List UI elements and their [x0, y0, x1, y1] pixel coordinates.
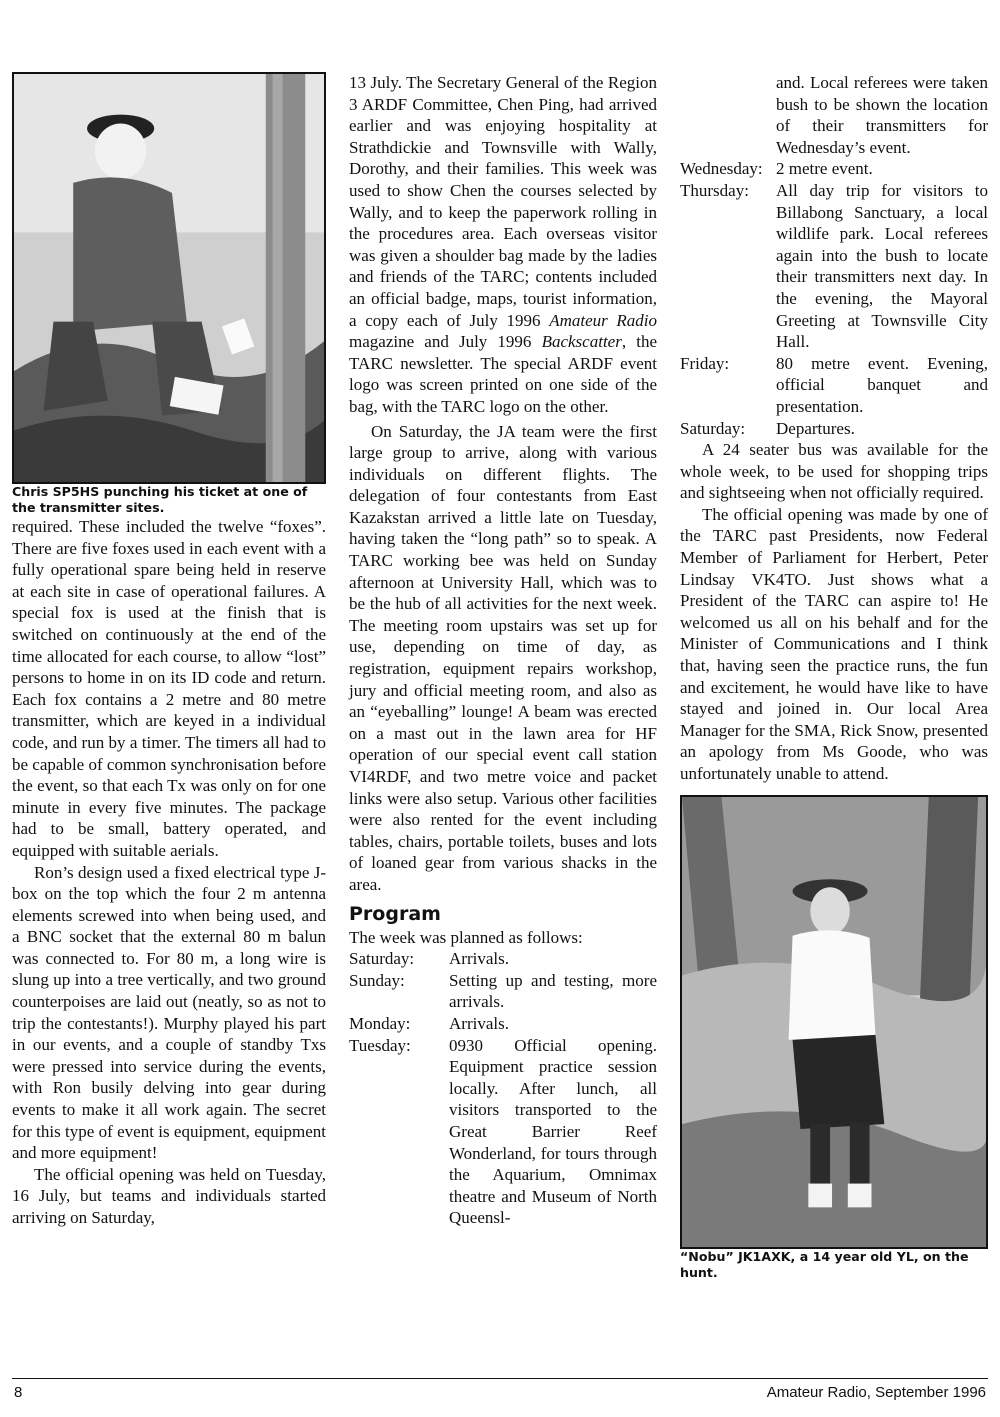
schedule-row — [680, 158, 988, 180]
paragraph: Ron’s design used a fixed electrical type J-box on the top which the four 2 m antenna elements screwed into when being used, and a BNC socket that the external 80 m balun was connected to. For 80 m, a long wire is slung up into a tree vertically, and two ground counterpoises are laid out (neatly, so as not to trip the contestants!). Murphy played his part in our events, and a couple of standby Txs were pressed into service during the events, with Ron busily delving into gear during events to make it all work again. The secret for this type of event is equipment, equipment and more equipment! — [12, 862, 326, 1163]
text-run: magazine and July 1996 — [349, 332, 542, 352]
section-heading: Program — [349, 902, 441, 925]
schedule-text: Arrivals. — [449, 949, 509, 969]
schedule-day: Saturday: — [349, 949, 415, 969]
paragraph: A 24 seater bus was available for the whole week, to be used for shopping trips and sightseeing when not officially required. — [680, 440, 988, 503]
photo-illustration — [682, 797, 986, 1247]
schedule-day: Sunday: — [349, 970, 405, 990]
column-3 — [680, 72, 988, 1281]
schedule-day: Friday: — [680, 353, 730, 373]
schedule-text: All day trip for visitors to Billabong Sanctuary, a local wildlife park. Local referees again into the bush to locate their transmitters next day. In the evening, the Mayoral Greeting at Townsville City Hall. — [776, 180, 988, 352]
schedule-row — [349, 1013, 657, 1035]
publication-title: Amateur Radio — [549, 310, 657, 330]
schedule-day: Thursday: — [680, 180, 749, 200]
photo-illustration — [14, 74, 324, 482]
photo-nobu-jk1axk — [680, 795, 988, 1249]
schedule-row — [349, 1035, 657, 1229]
paragraph — [349, 72, 657, 418]
schedule-table — [349, 948, 657, 1229]
page-footer — [12, 1378, 988, 1401]
schedule-table — [680, 158, 988, 439]
paragraph: The official opening was held on Tuesday, 16 July, but teams and individuals started arriving on Saturday, — [12, 1164, 326, 1227]
schedule-day: Saturday: — [680, 418, 746, 438]
schedule-text: Setting up and testing, more arrivals. — [449, 970, 657, 1012]
schedule-day: Tuesday: — [349, 1035, 411, 1055]
schedule-row — [680, 418, 988, 440]
schedule-text: Departures. — [776, 418, 855, 438]
schedule-day: Wednesday: — [680, 159, 763, 179]
column-1 — [12, 72, 326, 1229]
magazine-issue: Amateur Radio, September 1996 — [766, 1384, 986, 1401]
schedule-text: 2 metre event. — [776, 159, 873, 179]
publication-title: Backscatter — [541, 332, 622, 352]
schedule-row — [349, 948, 657, 970]
photo-chris-sp5hs — [12, 72, 326, 484]
schedule-row — [349, 970, 657, 1013]
schedule-row — [680, 353, 988, 418]
schedule-text: 0930 Official opening. Equipment practice session locally. After lunch, all visitors transported to the Great Barrier Reef Wonderland, for tours through the Aquarium, Omnimax theatre and Museum of North Queensl- — [449, 1035, 657, 1228]
photo-caption: Chris SP5HS punching his ticket at one of the transmitter sites. — [12, 484, 308, 515]
schedule-text: Arrivals. — [449, 1013, 509, 1033]
column-2 — [349, 72, 657, 1229]
text-run: 13 July. The Secretary General of the Region 3 ARDF Committee, Chen Ping, had arrived earlier and was enjoying hospitality at Strathdickie and Townsville with Wally, Dorothy, and their families. This week was used to show Chen the courses selected by Wally, and to keep the paperwork rolling in the procedures area. Each overseas visitor was given a shoulder bag made by the ladies and friends of the TARC; contents included an official badge, maps, tourist information, a copy each of July 1996 — [349, 73, 657, 330]
schedule-intro: The week was planned as follows: — [349, 927, 583, 947]
text-run: , the TARC newsletter. The special ARDF event logo was screen printed on one side of the bag, with the TARC logo on the other. — [349, 332, 657, 416]
paragraph: required. These included the twelve “foxes”. There are five foxes used in each event with a fully operational spare being held in reserve at each site in case of operational failures. A special fox is used at the finish that is switched on continuously at the end of the time allocated for each course, to allow “lost” persons to home in on its ID code and return. Each fox contains a 2 metre and 80 metre transmitter, which are keyed in a individual code, and run by a timer. The timers all had to be capable of common synchronisation before the event, so that each Tx was only on for one minute in every five minutes. The package had to be small, battery operated, and equipped with suitable aerials. — [12, 517, 326, 860]
paragraph: On Saturday, the JA team were the first large group to arrive, along with various individuals on different flights. The delegation of four contestants from East Kazakstan arrived a little late on Tuesday, having taken the “long path” so to speak. A TARC working bee was held on Sunday afternoon at University Hall, which was to be the hub of all activities for the next week. The meeting room upstairs was set up for use, depending on time of day, as registration, equipment repairs workshop, jury and official meeting room, and also as an “eyeballing” lounge! A beam was erected on a mast out in the lawn area for HF operation of our special event call station VI4RDF, and two metre voice and packet links were also setup. Various other facilities were also rented for the event including tables, chairs, portable toilets, buses and lots of loaned gear from various shacks in the area. — [349, 421, 657, 894]
photo-caption: “Nobu” JK1AXK, a 14 year old YL, on the hunt. — [680, 1248, 969, 1280]
paragraph: The official opening was made by one of the TARC past Presidents, now Federal Member of Parliament for Herbert, Peter Lindsay VK4TO. Just shows what a President of the TARC can aspire to! He welcomed us all on his behalf and for the Minister of Communications and I think that, having seen the practice runs, the fun and excitement, he would have like to have stayed and joined in. Our local Area Manager for the SMA, Rick Snow, presented an apology from Ms Goode, who was unfortunately unable to attend. — [680, 504, 988, 783]
schedule-continuation: and. Local referees were taken bush to be shown the location of their transmitters for Wednesday’s event. — [776, 73, 988, 157]
schedule-row — [680, 180, 988, 353]
schedule-text: 80 metre event. Evening, official banquet and presentation. — [776, 353, 988, 416]
schedule-day: Monday: — [349, 1013, 411, 1033]
page-number: 8 — [14, 1384, 23, 1401]
